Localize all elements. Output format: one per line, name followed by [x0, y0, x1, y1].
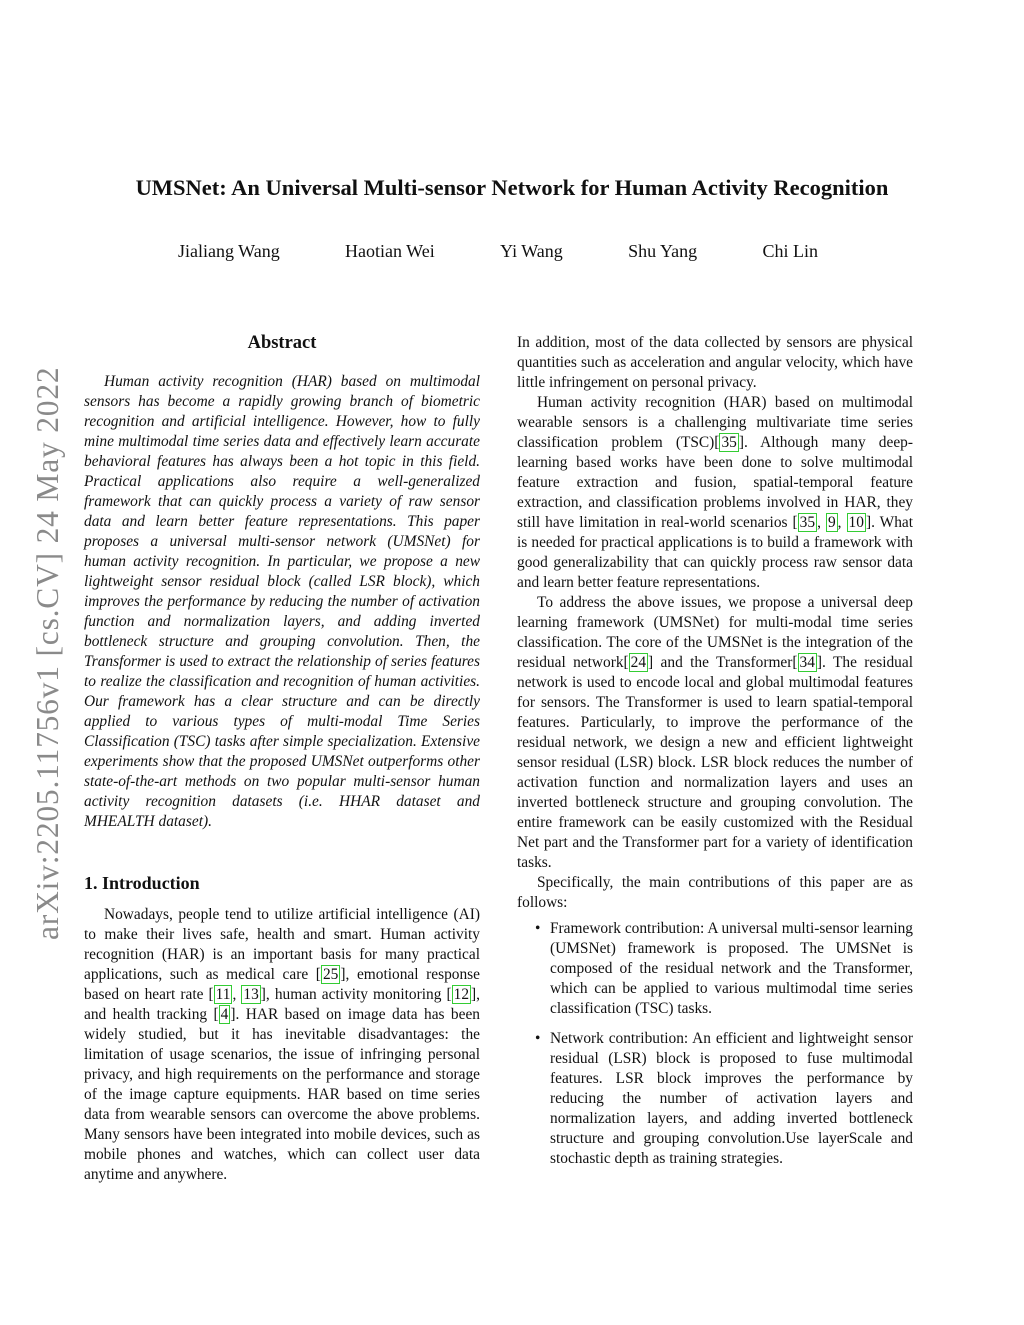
introduction-heading: 1. Introduction — [84, 873, 200, 893]
bullet-icon: • — [535, 920, 541, 937]
paragraph-text: , — [232, 986, 242, 1003]
citation-link[interactable]: 24 — [630, 654, 647, 671]
citation-link[interactable]: 35 — [721, 434, 737, 451]
citation-link[interactable]: 4 — [220, 1006, 229, 1023]
abstract-text: Human activity recognition (HAR) based on multimodal sensors has become a rapidly growing branch of biometric recognition and artificial intelligence. However, how to fully mine multimodal time series data and effectively learn accurate behavioral features has always been a hot topic in this field. Practical applications also require a well-generalized framework that can quickly process a variety of raw sensor data and learn better feature representations. This paper proposes a universal multi-sensor network (UMSNet) for human activity recognition. In particular, we propose a new lightweight sensor residual block (called LSR block), which improves the performance by reducing the number of activation function and normalization layers, and adding inverted bottleneck structure and grouping convolution. Then, the Transformer is used to extract the relationship of series features to realize the classification and recognition of human activities. Our framework has a clear structure and can be directly applied to various types of multi-modal Time Series Classification (TSC) tasks after simple specialization. Extensive experiments show that the proposed UMSNet outperforms other state-of-the-art methods on two popular multi-sensor human activity recognition datasets (i.e. HHAR dataset and MHEALTH dataset). — [84, 373, 480, 830]
left-column — [84, 333, 480, 1185]
right-column — [517, 333, 913, 1169]
paragraph-text: ], emotional response based on heart rate [ — [84, 966, 480, 1003]
list-item — [517, 1029, 913, 1169]
intro-paragraph-1-continued: In addition, most of the data collected by sensors are physical quantities such as acceleration and angular velocity, which have little infringement on personal privacy. — [517, 334, 913, 391]
paragraph-text: ] and the Transformer[ — [648, 654, 798, 671]
citation-link[interactable]: 25 — [322, 966, 339, 983]
paragraph-text: , — [837, 514, 847, 531]
abstract-heading: Abstract — [247, 333, 317, 353]
paragraph-text: ]. The residual network is used to encode local and global multimodal features for sensors. The Transformer is used to learn spatial-temporal features. Particularly, to improve the performance of the residual network, we design a new and efficient lightweight sensor residual (LSR) block. LSR block reduces the number of activation function and normalization layers and uses an inverted bottleneck structure and grouping convolution. The entire framework can be easily customized with the Residual Net part and the Transformer part for a variety of identification tasks. — [517, 654, 913, 871]
citation-link[interactable]: 10 — [848, 514, 864, 531]
paragraph-text: Human activity recognition (HAR) based on multimodal wearable sensors is a challenging multivariate time series classification problem (TSC)[ — [517, 394, 913, 451]
citation-link[interactable]: 12 — [453, 986, 470, 1003]
author-list — [178, 241, 818, 262]
paragraph-text: ]. What is needed for practical applications is to build a framework with good generalizability that can quickly process raw sensor data and learn better feature representations. — [517, 514, 913, 591]
arxiv-identifier-stamp: arXiv:2205.11756v1 [cs.CV] 24 May 2022 — [30, 366, 65, 940]
author-name: Chi Lin — [762, 241, 818, 261]
list-item-text: Network contribution: An efficient and lightweight sensor residual (LSR) block is proposed to fuse multimodal features. LSR block improves the performance by reducing the number of activation layers and normalization layers, and adding inverted bottleneck structure and grouping convolution.Use layerScale and stochastic depth as training strategies. — [550, 1030, 913, 1167]
paragraph-text: ]. HAR based on image data has been widely studied, but it has inevitable disadvantages: the limitation of usage scenarios, the issue of infringing personal privacy, and high requirements on the performance and storage of the image capture equipments. HAR based on time series data from wearable sensors can overcome the above problems. Many sensors have been integrated into mobile devices, such as mobile phones and watches, which can collect user data anytime and anywhere. — [84, 1006, 480, 1183]
author-name: Haotian Wei — [345, 241, 435, 261]
author-name: Yi Wang — [500, 241, 563, 261]
intro-paragraph-3 — [517, 593, 913, 873]
paragraph-text: , — [817, 514, 826, 531]
bullet-icon: • — [535, 1030, 541, 1047]
author-name: Jialiang Wang — [178, 241, 280, 261]
author-name: Shu Yang — [628, 241, 698, 261]
intro-paragraph-2 — [517, 393, 913, 593]
citation-link[interactable]: 9 — [827, 514, 836, 531]
citation-link[interactable]: 35 — [799, 514, 816, 531]
citation-link[interactable]: 13 — [243, 986, 259, 1003]
paragraph-text: ], and health tracking [ — [84, 986, 480, 1023]
citation-link[interactable]: 11 — [215, 986, 231, 1003]
paper-title: UMSNet: An Universal Multi-sensor Network for Human Activity Recognition — [135, 175, 889, 200]
paragraph-text: Nowadays, people tend to utilize artificial intelligence (AI) to make their lives safe, health and smart. Human activity recognition (HAR) is an important basis for many practical applications, such as medical care [ — [84, 906, 480, 983]
list-item-text: Framework contribution: A universal multi-sensor learning (UMSNet) framework is proposed. The UMSNet is composed of the residual network and the Transformer, which can be applied to various multimodal time series classification (TSC) tasks. — [550, 920, 913, 1017]
contributions-list — [517, 919, 913, 1169]
list-item — [517, 919, 913, 1019]
citation-link[interactable]: 34 — [799, 654, 815, 671]
paragraph-text: ], human activity monitoring [ — [260, 986, 452, 1003]
intro-paragraph-4: Specifically, the main contributions of this paper are as follows: — [517, 874, 913, 911]
paragraph-text: ]. Although many deep-learning based works have been done to solve multimodal feature extraction and fusion, spatial-temporal feature extraction, and classification problems involved in HAR, they still have limitation in real-world scenarios [ — [517, 434, 913, 531]
intro-paragraph-1 — [84, 905, 480, 1185]
paragraph-text: To address the above issues, we propose a universal deep learning framework (UMSNet) for multi-modal time series classification. The core of the UMSNet is the integration of the residual network[ — [517, 594, 913, 671]
